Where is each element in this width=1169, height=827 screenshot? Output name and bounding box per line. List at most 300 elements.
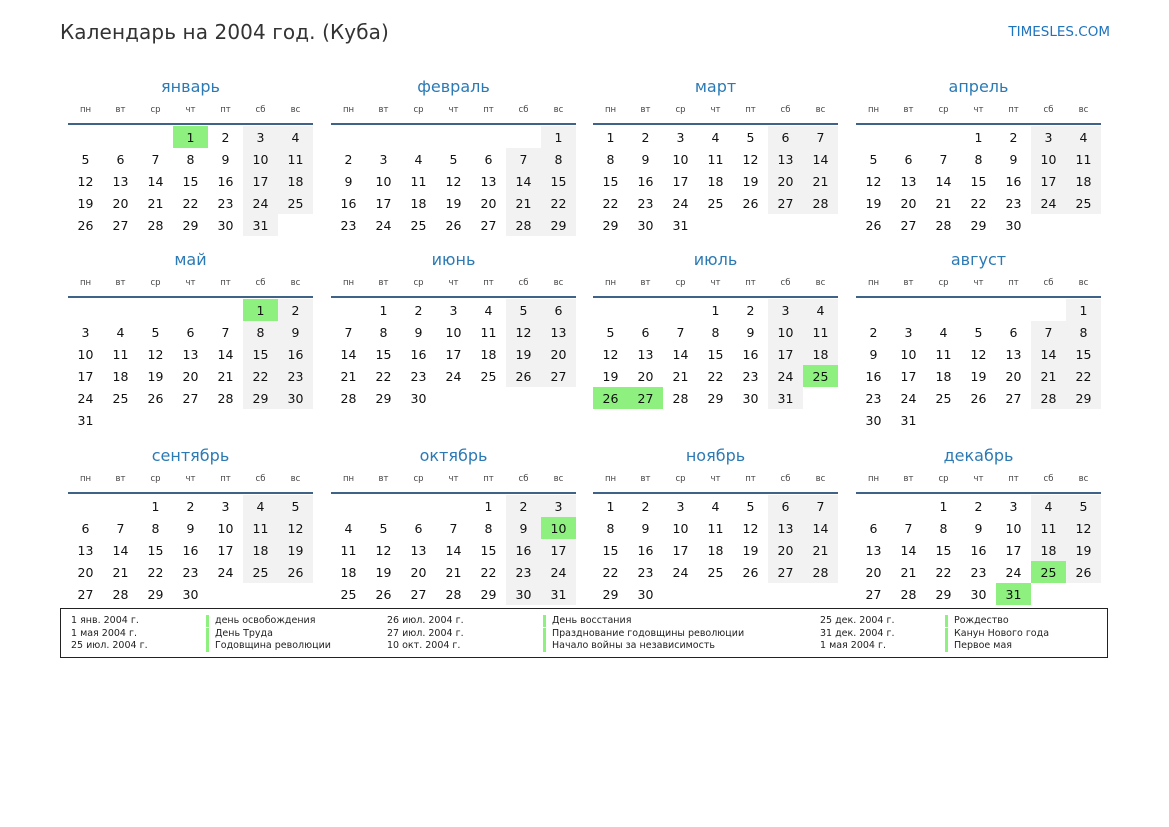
days-grid [68,126,313,236]
day-cell: 13 [410,542,427,558]
empty-cell [506,126,541,148]
days-grid [856,495,1101,605]
weekday-label: пт [745,474,756,484]
month-block [331,74,576,236]
day-cell: 5 [151,324,160,340]
day-cell: 11 [340,542,357,558]
weekday-label: пн [342,474,355,484]
weekday-label: пн [867,474,880,484]
weekday-label: сб [518,278,529,288]
day-cell: 9 [221,151,230,167]
day-cell: 17 [768,343,803,365]
day-cell: 4 [116,324,125,340]
weekday-label: вс [553,474,564,484]
weekday-label: ср [675,105,686,115]
day-cell: 15 [970,173,987,189]
day-cell: 20 [112,195,129,211]
days-grid [331,299,576,409]
weekday-header [331,273,576,293]
day-cell: 14 [147,173,164,189]
day-cell: 29 [182,217,199,233]
day-cell: 18 [707,542,724,558]
day-cell: 8 [939,520,948,536]
weekday-label: чт [710,278,721,288]
day-cell: 17 [672,542,689,558]
weekday-label: чт [185,105,196,115]
day-cell: 23 [340,217,357,233]
day-cell: 26 [1066,561,1101,583]
day-cell: 18 [340,564,357,580]
day-cell: 2 [414,302,423,318]
day-cell: 21 [672,368,689,384]
day-cell: 19 [147,368,164,384]
day-cell: 11 [935,346,952,362]
day-cell: 23 [278,365,313,387]
weekday-label: пт [483,474,494,484]
weekday-label: пн [79,105,92,115]
month-block [68,247,313,431]
day-cell: 25 [243,561,278,583]
day-cell: 17 [672,173,689,189]
day-cell: 7 [1031,321,1066,343]
weekday-label: сб [255,105,266,115]
weekday-label: сб [255,474,266,484]
day-cell: 30 [1005,217,1022,233]
day-cell: 4 [278,126,313,148]
day-cell: 2 [506,495,541,517]
header-rule [593,123,838,125]
day-cell: 16 [182,542,199,558]
day-cell: 3 [379,151,388,167]
day-cell: 8 [606,151,615,167]
month-name: октябрь [419,446,488,465]
day-cell: 10 [1031,148,1066,170]
days-grid [331,495,576,605]
day-cell: 10 [77,346,94,362]
days-grid [68,495,313,605]
day-cell: 27 [112,217,129,233]
day-cell: 20 [768,539,803,561]
day-cell: 10 [672,520,689,536]
weekday-label: вт [640,105,651,115]
legend-date: 10 окт. 2004 г. [387,640,461,651]
day-cell: 16 [506,539,541,561]
day-cell: 22 [935,564,952,580]
day-cell: 5 [1066,495,1101,517]
day-cell: 22 [602,564,619,580]
weekday-label: ср [150,278,161,288]
day-cell: 27 [480,217,497,233]
day-cell: 3 [676,498,685,514]
day-cell: 9 [1009,151,1018,167]
day-cell: 23 [637,195,654,211]
weekday-label: вс [815,105,826,115]
empty-cell [856,299,891,321]
days-grid [593,126,838,236]
day-cell: 31 [243,214,278,236]
empty-cell [996,299,1031,321]
day-cell: 4 [939,324,948,340]
day-cell: 5 [449,151,458,167]
empty-cell [138,299,173,321]
day-cell: 18 [480,346,497,362]
day-cell: 24 [445,368,462,384]
day-cell: 24 [900,390,917,406]
weekday-label: пт [220,474,231,484]
weekday-label: ср [938,278,949,288]
day-cell: 12 [278,517,313,539]
weekday-label: пн [867,278,880,288]
day-cell: 13 [480,173,497,189]
day-cell: 17 [217,542,234,558]
day-cell: 5 [746,129,755,145]
day-cell: 19 [1066,539,1101,561]
empty-cell [436,126,471,148]
weekday-header [68,100,313,120]
day-cell: 4 [1031,495,1066,517]
day-cell: 6 [768,126,803,148]
legend-date: 25 июл. 2004 г. [71,640,148,651]
day-cell: 8 [541,148,576,170]
page-title: Календарь на 2004 год. (Куба) [60,20,389,44]
header-rule [593,492,838,494]
day-cell: 27 [900,217,917,233]
day-cell: 13 [1005,346,1022,362]
day-cell: 16 [278,343,313,365]
weekday-label: сб [780,105,791,115]
days-grid [68,299,313,431]
empty-cell [103,495,138,517]
weekday-label: вс [815,278,826,288]
day-cell: 22 [147,564,164,580]
legend-date: 1 мая 2004 г. [71,627,137,639]
weekday-label: пн [79,278,92,288]
day-cell: 11 [1031,517,1066,539]
day-cell: 15 [182,173,199,189]
day-cell: 1 [711,302,720,318]
empty-cell [961,299,996,321]
day-cell: 8 [151,520,160,536]
day-cell: 29 [602,586,619,602]
day-cell: 26 [865,217,882,233]
day-cell: 14 [217,346,234,362]
day-cell: 20 [1005,368,1022,384]
day-cell: 5 [606,324,615,340]
day-cell: 9 [641,520,650,536]
empty-cell [401,126,436,148]
day-cell: 13 [182,346,199,362]
day-cell: 11 [410,173,427,189]
day-cell: 5 [379,520,388,536]
day-cell: 29 [970,217,987,233]
empty-cell [926,126,961,148]
day-cell: 7 [344,324,353,340]
weekday-header [331,469,576,489]
weekday-label: сб [780,278,791,288]
weekday-label: вт [903,105,914,115]
weekday-label: вс [290,278,301,288]
day-cell: 8 [484,520,493,536]
legend-date: 1 мая 2004 г. [820,640,886,651]
day-cell: 6 [869,520,878,536]
weekday-label: вс [553,105,564,115]
day-cell: 14 [803,148,838,170]
day-cell: 17 [77,368,94,384]
day-cell: 16 [865,368,882,384]
day-cell: 17 [541,539,576,561]
day-cell: 9 [746,324,755,340]
day-cell: 10 [445,324,462,340]
holiday-day-cell: 25 [803,365,838,387]
day-cell: 3 [221,498,230,514]
day-cell: 9 [278,321,313,343]
weekday-label: пт [220,105,231,115]
day-cell: 27 [865,586,882,602]
day-cell: 1 [606,498,615,514]
day-cell: 26 [77,217,94,233]
day-cell: 2 [186,498,195,514]
brand-link[interactable]: TIMESLES.COM [1008,24,1110,40]
empty-cell [366,126,401,148]
legend-holiday-name: Канун Нового года [945,628,1049,640]
empty-cell [103,299,138,321]
day-cell: 14 [445,542,462,558]
day-cell: 30 [637,586,654,602]
weekday-label: пн [79,474,92,484]
weekday-label: вт [640,278,651,288]
day-cell: 27 [77,586,94,602]
weekday-label: чт [710,474,721,484]
weekday-label: вт [378,278,389,288]
header-rule [856,296,1101,298]
day-cell: 6 [414,520,423,536]
day-cell: 6 [541,299,576,321]
weekday-label: вт [640,474,651,484]
day-cell: 18 [410,195,427,211]
day-cell: 21 [803,170,838,192]
day-cell: 16 [217,173,234,189]
weekday-label: вт [903,474,914,484]
day-cell: 20 [480,195,497,211]
month-block [331,443,576,605]
day-cell: 14 [506,170,541,192]
weekday-label: чт [185,278,196,288]
day-cell: 3 [904,324,913,340]
weekday-label: ср [413,278,424,288]
day-cell: 10 [672,151,689,167]
day-cell: 13 [900,173,917,189]
header-rule [68,296,313,298]
day-cell: 22 [707,368,724,384]
day-cell: 10 [243,148,278,170]
day-cell: 12 [375,542,392,558]
day-cell: 17 [900,368,917,384]
weekday-label: пт [745,105,756,115]
weekday-label: ср [938,105,949,115]
weekday-label: вс [290,474,301,484]
day-cell: 23 [217,195,234,211]
weekday-label: вт [378,105,389,115]
day-cell: 31 [900,412,917,428]
day-cell: 24 [768,365,803,387]
weekday-label: пн [604,474,617,484]
weekday-label: ср [413,474,424,484]
empty-cell [401,495,436,517]
day-cell: 7 [221,324,230,340]
weekday-label: пн [342,278,355,288]
day-cell: 20 [637,368,654,384]
day-cell: 18 [935,368,952,384]
weekday-label: вт [115,105,126,115]
day-cell: 12 [506,321,541,343]
day-cell: 8 [186,151,195,167]
day-cell: 5 [869,151,878,167]
day-cell: 7 [803,495,838,517]
weekday-label: сб [1043,474,1054,484]
day-cell: 11 [707,151,724,167]
weekday-label: пт [1008,105,1019,115]
day-cell: 15 [707,346,724,362]
day-cell: 1 [484,498,493,514]
day-cell: 13 [637,346,654,362]
day-cell: 18 [1031,539,1066,561]
legend-date: 31 дек. 2004 г. [820,627,895,639]
legend-holiday-name: Празднование годовщины революции [543,628,744,640]
weekday-label: сб [518,105,529,115]
day-cell: 23 [410,368,427,384]
day-cell: 12 [742,151,759,167]
day-cell: 22 [243,365,278,387]
day-cell: 13 [541,321,576,343]
day-cell: 13 [865,542,882,558]
day-cell: 9 [414,324,423,340]
day-cell: 28 [112,586,129,602]
day-cell: 12 [970,346,987,362]
day-cell: 19 [278,539,313,561]
day-cell: 26 [970,390,987,406]
weekday-label: чт [448,105,459,115]
day-cell: 2 [746,302,755,318]
day-cell: 30 [637,217,654,233]
legend-holiday-name: Начало войны за независимость [543,640,715,652]
empty-cell [331,299,366,321]
day-cell: 17 [375,195,392,211]
weekday-label: вт [115,278,126,288]
day-cell: 10 [900,346,917,362]
day-cell: 21 [900,564,917,580]
weekday-header [68,273,313,293]
day-cell: 28 [506,214,541,236]
empty-cell [173,299,208,321]
month-name: июнь [431,250,476,269]
day-cell: 30 [506,583,541,605]
empty-cell [331,126,366,148]
day-cell: 26 [445,217,462,233]
day-cell: 13 [77,542,94,558]
day-cell: 17 [1031,170,1066,192]
empty-cell [471,126,506,148]
day-cell: 6 [116,151,125,167]
month-block [856,74,1101,236]
day-cell: 2 [1009,129,1018,145]
day-cell: 22 [541,192,576,214]
weekday-header [593,469,838,489]
day-cell: 27 [1005,390,1022,406]
day-cell: 26 [742,564,759,580]
day-cell: 29 [243,387,278,409]
header-rule [331,296,576,298]
day-cell: 25 [935,390,952,406]
day-cell: 23 [970,564,987,580]
day-cell: 19 [970,368,987,384]
header-rule [593,296,838,298]
day-cell: 12 [445,173,462,189]
day-cell: 28 [1031,387,1066,409]
empty-cell [331,495,366,517]
day-cell: 3 [243,126,278,148]
day-cell: 21 [1031,365,1066,387]
day-cell: 28 [803,192,838,214]
empty-cell [366,495,401,517]
weekday-label: пт [220,278,231,288]
day-cell: 31 [541,583,576,605]
weekday-label: пт [483,278,494,288]
day-cell: 24 [375,217,392,233]
day-cell: 28 [217,390,234,406]
empty-cell [68,126,103,148]
holiday-day-cell: 10 [541,517,576,539]
day-cell: 29 [602,217,619,233]
weekday-label: пт [1008,278,1019,288]
day-cell: 3 [449,302,458,318]
month-name: декабрь [943,446,1014,465]
day-cell: 30 [970,586,987,602]
day-cell: 30 [278,387,313,409]
day-cell: 23 [506,561,541,583]
day-cell: 8 [379,324,388,340]
day-cell: 26 [742,195,759,211]
day-cell: 10 [375,173,392,189]
day-cell: 7 [904,520,913,536]
legend-holiday-name: День Труда [206,628,273,640]
month-name: апрель [948,77,1009,96]
day-cell: 14 [935,173,952,189]
day-cell: 27 [541,365,576,387]
weekday-label: сб [255,278,266,288]
day-cell: 26 [506,365,541,387]
day-cell: 25 [480,368,497,384]
day-cell: 30 [742,390,759,406]
day-cell: 25 [410,217,427,233]
day-cell: 13 [768,148,803,170]
day-cell: 11 [480,324,497,340]
weekday-label: пн [867,105,880,115]
month-name: ноябрь [685,446,746,465]
day-cell: 4 [711,129,720,145]
weekday-label: чт [448,278,459,288]
day-cell: 28 [672,390,689,406]
day-cell: 15 [602,542,619,558]
empty-cell [891,495,926,517]
day-cell: 17 [445,346,462,362]
day-cell: 25 [278,192,313,214]
month-block [68,443,313,605]
weekday-label: пн [342,105,355,115]
day-cell: 4 [243,495,278,517]
day-cell: 16 [410,346,427,362]
weekday-label: сб [1043,105,1054,115]
day-cell: 7 [803,126,838,148]
